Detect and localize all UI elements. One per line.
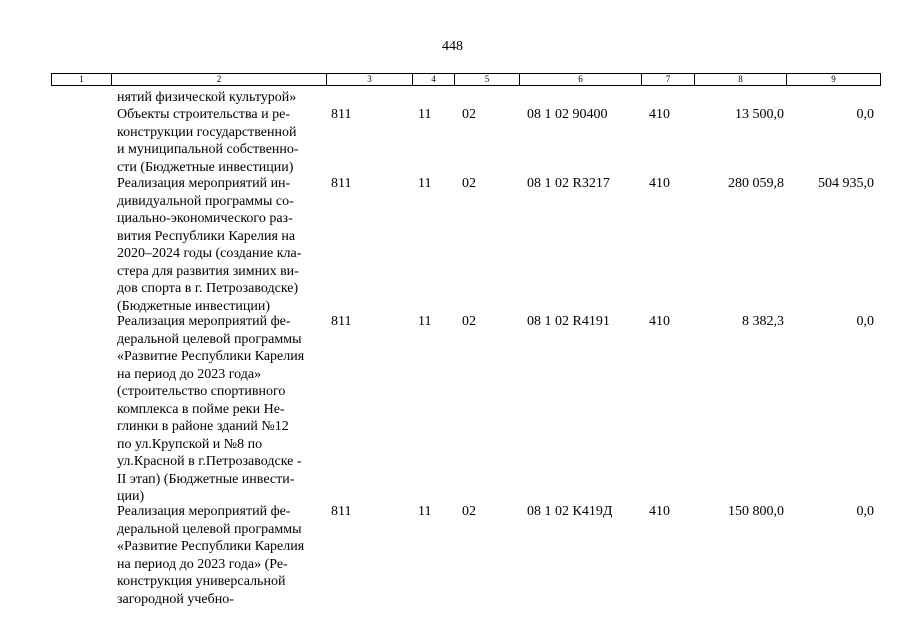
cell-col3: 811 [331,176,352,191]
cell-col4: 11 [418,107,432,122]
row-name: Объекты строительства и ре- конструкции государственной и муниципальной собственно- сти (Бюджетные инвестиции) [117,107,299,175]
page-number: 448 [442,39,463,54]
cell-col7: 410 [649,314,670,329]
header-col-1: 1 [52,74,112,86]
header-col-7: 7 [642,74,695,86]
cell-col7: 410 [649,176,670,191]
cell-col9: 504 935,0 [818,176,874,191]
cell-col8: 8 382,3 [742,314,784,329]
cell-col6: 08 1 02 90400 [527,107,608,122]
header-col-6: 6 [520,74,642,86]
cell-col5: 02 [462,176,476,191]
cell-col5: 02 [462,504,476,519]
header-col-9: 9 [787,74,881,86]
cell-col5: 02 [462,107,476,122]
cell-col4: 11 [418,314,432,329]
row-name: Реализация мероприятий фе- деральной целевой программы «Развитие Республики Карелия на период до 2023 года» (строительство спортивного комплекса в пойме реки Не- глинки в районе зданий №12 по ул.Крупской и №8 по ул.Красной в г.Петрозаводске - II этап) (Бюджетные инвести- ции) [117,314,305,504]
cell-col7: 410 [649,504,670,519]
cell-col6: 08 1 02 R4191 [527,314,610,329]
cell-col9: 0,0 [856,314,874,329]
cell-col4: 11 [418,504,432,519]
cell-col9: 0,0 [856,107,874,122]
row-name: Реализация мероприятий ин- дивидуальной программы со- циально-экономического раз- вития Республики Карелия на 2020–2024 годы (создание кла- стера для развития зимних ви- дов спорта в г. Петрозаводске) (Бюджетные инвестиции) [117,176,302,314]
cell-col9: 0,0 [856,504,874,519]
cell-col4: 11 [418,176,432,191]
header-col-4: 4 [413,74,455,86]
cell-col6: 08 1 02 К419Д [527,504,613,519]
header-col-3: 3 [327,74,413,86]
header-col-5: 5 [455,74,520,86]
cell-col3: 811 [331,314,352,329]
cell-col5: 02 [462,314,476,329]
row-name: нятий физической культурой» [117,90,297,105]
cell-col8: 150 800,0 [728,504,784,519]
header-col-2: 2 [112,74,327,86]
cell-col8: 13 500,0 [735,107,784,122]
cell-col3: 811 [331,504,352,519]
header-col-8: 8 [695,74,787,86]
row-name: Реализация мероприятий фе- деральной целевой программы «Развитие Республики Карелия на период до 2023 года» (Ре- конструкция универсальной загородной учебно- [117,504,305,607]
cell-col6: 08 1 02 R3217 [527,176,610,191]
cell-col7: 410 [649,107,670,122]
cell-col3: 811 [331,107,352,122]
column-number-header [51,73,881,86]
cell-col8: 280 059,8 [728,176,784,191]
